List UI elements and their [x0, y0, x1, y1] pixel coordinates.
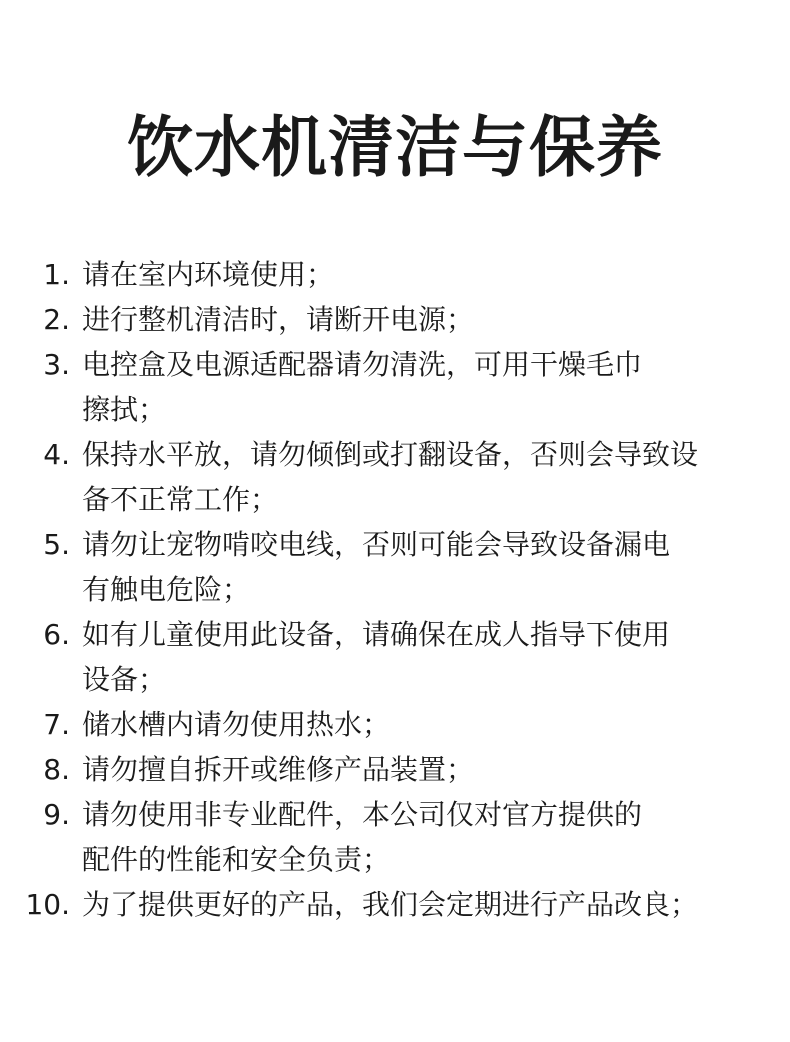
item-text-line: 为了提供更好的产品，我们会定期进行产品改良； [82, 888, 699, 921]
item-text [82, 792, 732, 882]
item-number: 8. [43, 753, 70, 786]
item-text-line: 备不正常工作； [82, 483, 279, 516]
item-number: 6. [43, 618, 70, 651]
item-text-line: 设备； [82, 663, 167, 696]
item-text [82, 702, 732, 747]
item-number: 4. [43, 438, 70, 471]
list-item [0, 522, 790, 612]
item-number: 10. [25, 888, 70, 921]
list-item [0, 612, 790, 702]
item-text-line: 储水槽内请勿使用热水； [82, 708, 391, 741]
list-item [0, 432, 790, 522]
item-text-line: 请在室内环境使用； [82, 258, 335, 291]
item-text-line: 如有儿童使用此设备，请确保在成人指导下使用 [82, 618, 671, 651]
item-text-line: 请勿使用非专业配件，本公司仅对官方提供的 [82, 798, 643, 831]
list-item [0, 792, 790, 882]
item-text-line: 电控盒及电源适配器请勿清洗，可用干燥毛巾 [82, 348, 643, 381]
item-text [82, 882, 732, 927]
instruction-list [0, 252, 790, 927]
item-number: 1. [43, 258, 70, 291]
item-text [82, 297, 732, 342]
item-text-line: 有触电危险； [82, 573, 251, 606]
item-text-line: 进行整机清洁时，请断开电源； [82, 303, 475, 336]
item-text-line: 请勿擅自拆开或维修产品装置； [82, 753, 475, 786]
item-text-line: 擦拭； [82, 393, 167, 426]
item-text [82, 252, 732, 297]
item-text-line: 配件的性能和安全负责； [82, 843, 391, 876]
item-number: 3. [43, 348, 70, 381]
list-item [0, 747, 790, 792]
item-text [82, 612, 732, 702]
item-number: 5. [43, 528, 70, 561]
list-item [0, 342, 790, 432]
list-item [0, 882, 790, 927]
item-text [82, 747, 732, 792]
item-text [82, 342, 732, 432]
item-number: 2. [43, 303, 70, 336]
list-item [0, 702, 790, 747]
item-number: 9. [43, 798, 70, 831]
item-text-line: 请勿让宠物啃咬电线，否则可能会导致设备漏电 [82, 528, 671, 561]
item-number: 7. [43, 708, 70, 741]
page-title: 饮水机清洁与保养 [127, 109, 663, 186]
list-item [0, 297, 790, 342]
item-text [82, 522, 732, 612]
item-text-line: 保持水平放，请勿倾倒或打翻设备，否则会导致设 [82, 438, 699, 471]
item-text [82, 432, 732, 522]
list-item [0, 252, 790, 297]
